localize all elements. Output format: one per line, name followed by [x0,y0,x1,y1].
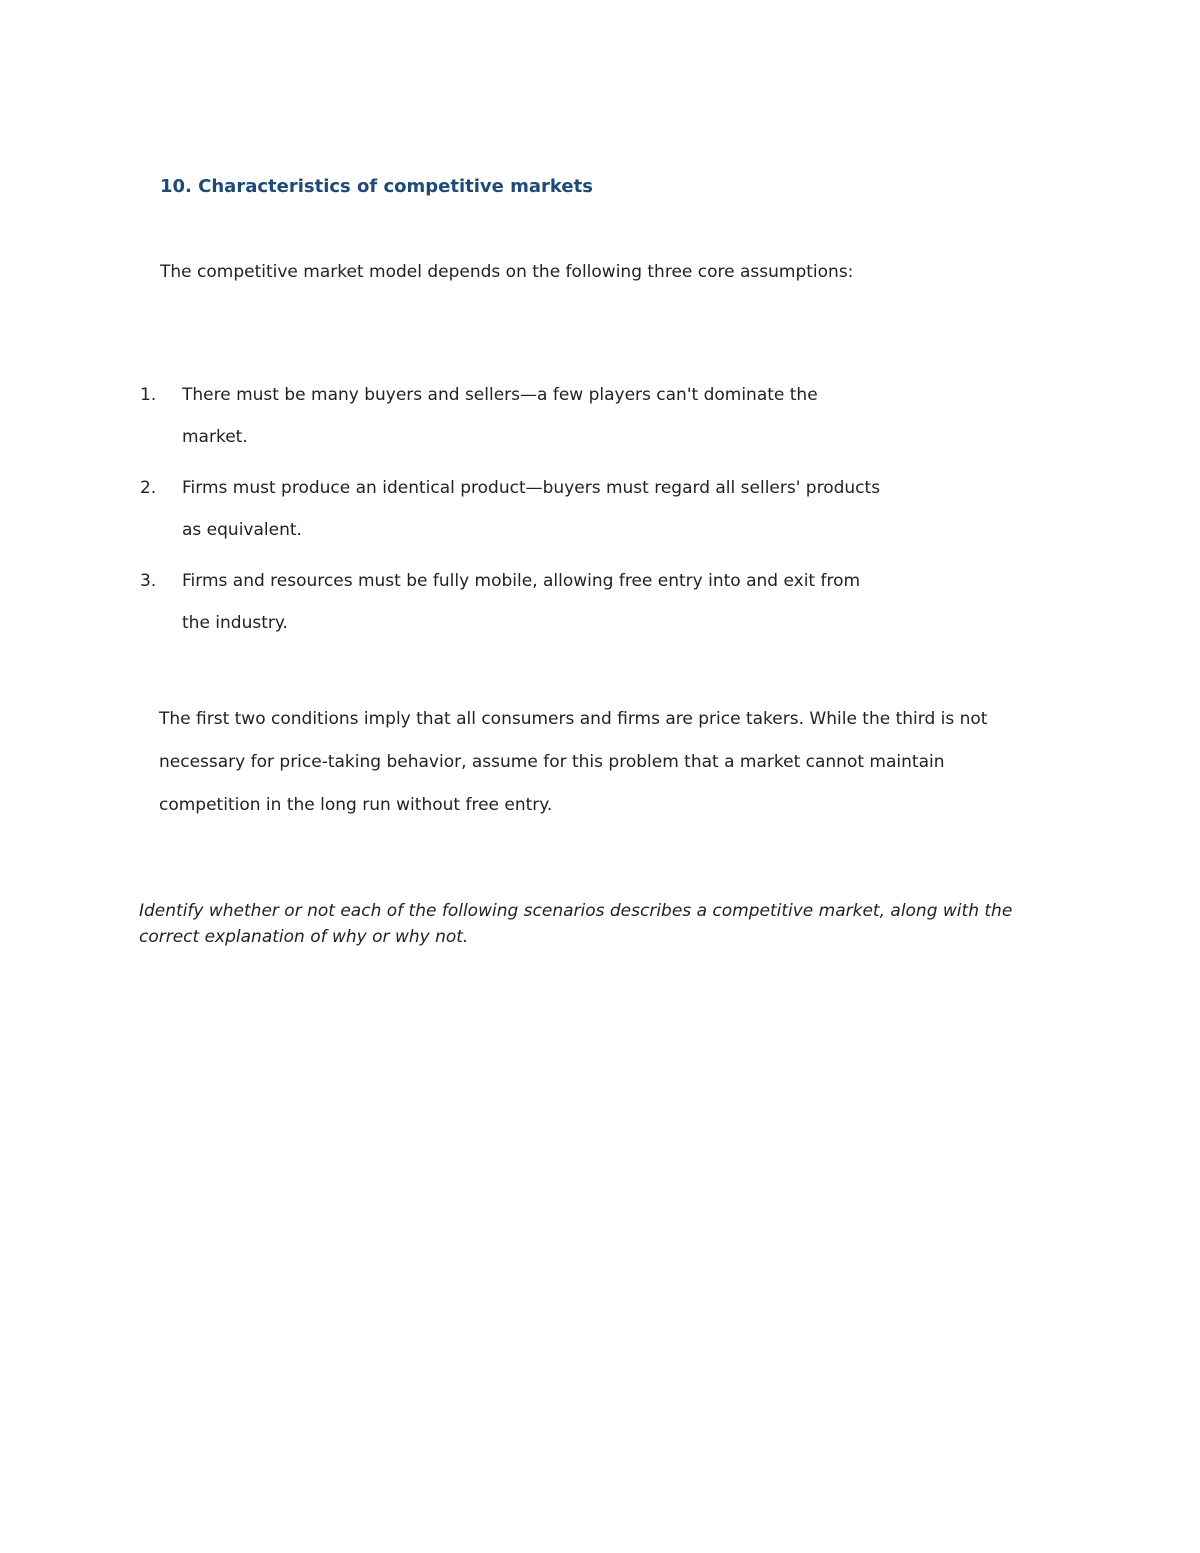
instruction-line: correct explanation of why or why not. [139,927,469,947]
intro-text: The competitive market model depends on the following three core assumptions: [160,262,854,282]
list-item-line: Firms must produce an identical product—buyers must regard all sellers' products [182,478,881,498]
list-item-line: the industry. [182,613,288,633]
list-item-line: There must be many buyers and sellers—a few players can't dominate the [182,385,818,405]
list-item-text [182,374,942,458]
list-item-text [182,560,942,644]
list-item [140,374,940,458]
paragraph-line: competition in the long run without free entry. [159,795,553,815]
instruction-text [139,898,1069,950]
list-item-text [182,467,942,551]
list-item [140,467,940,551]
assumptions-list [140,374,940,653]
list-item-number: 3. [140,571,157,591]
list-item-line: Firms and resources must be fully mobile, allowing free entry into and exit from [182,571,861,591]
list-item-line: as equivalent. [182,520,302,540]
list-item-line: market. [182,427,248,447]
instruction-line: Identify whether or not each of the following scenarios describes a competitive market, along with the [139,901,1013,921]
list-item-number: 1. [140,385,157,405]
paragraph-line: necessary for price-taking behavior, assume for this problem that a market cannot maintain [159,752,945,772]
list-item [140,560,940,644]
paragraph-line: The first two conditions imply that all consumers and firms are price takers. While the third is not [159,709,988,729]
section-title: 10. Characteristics of competitive markets [160,176,593,197]
explanation-paragraph [159,698,1059,827]
list-item-number: 2. [140,478,157,498]
